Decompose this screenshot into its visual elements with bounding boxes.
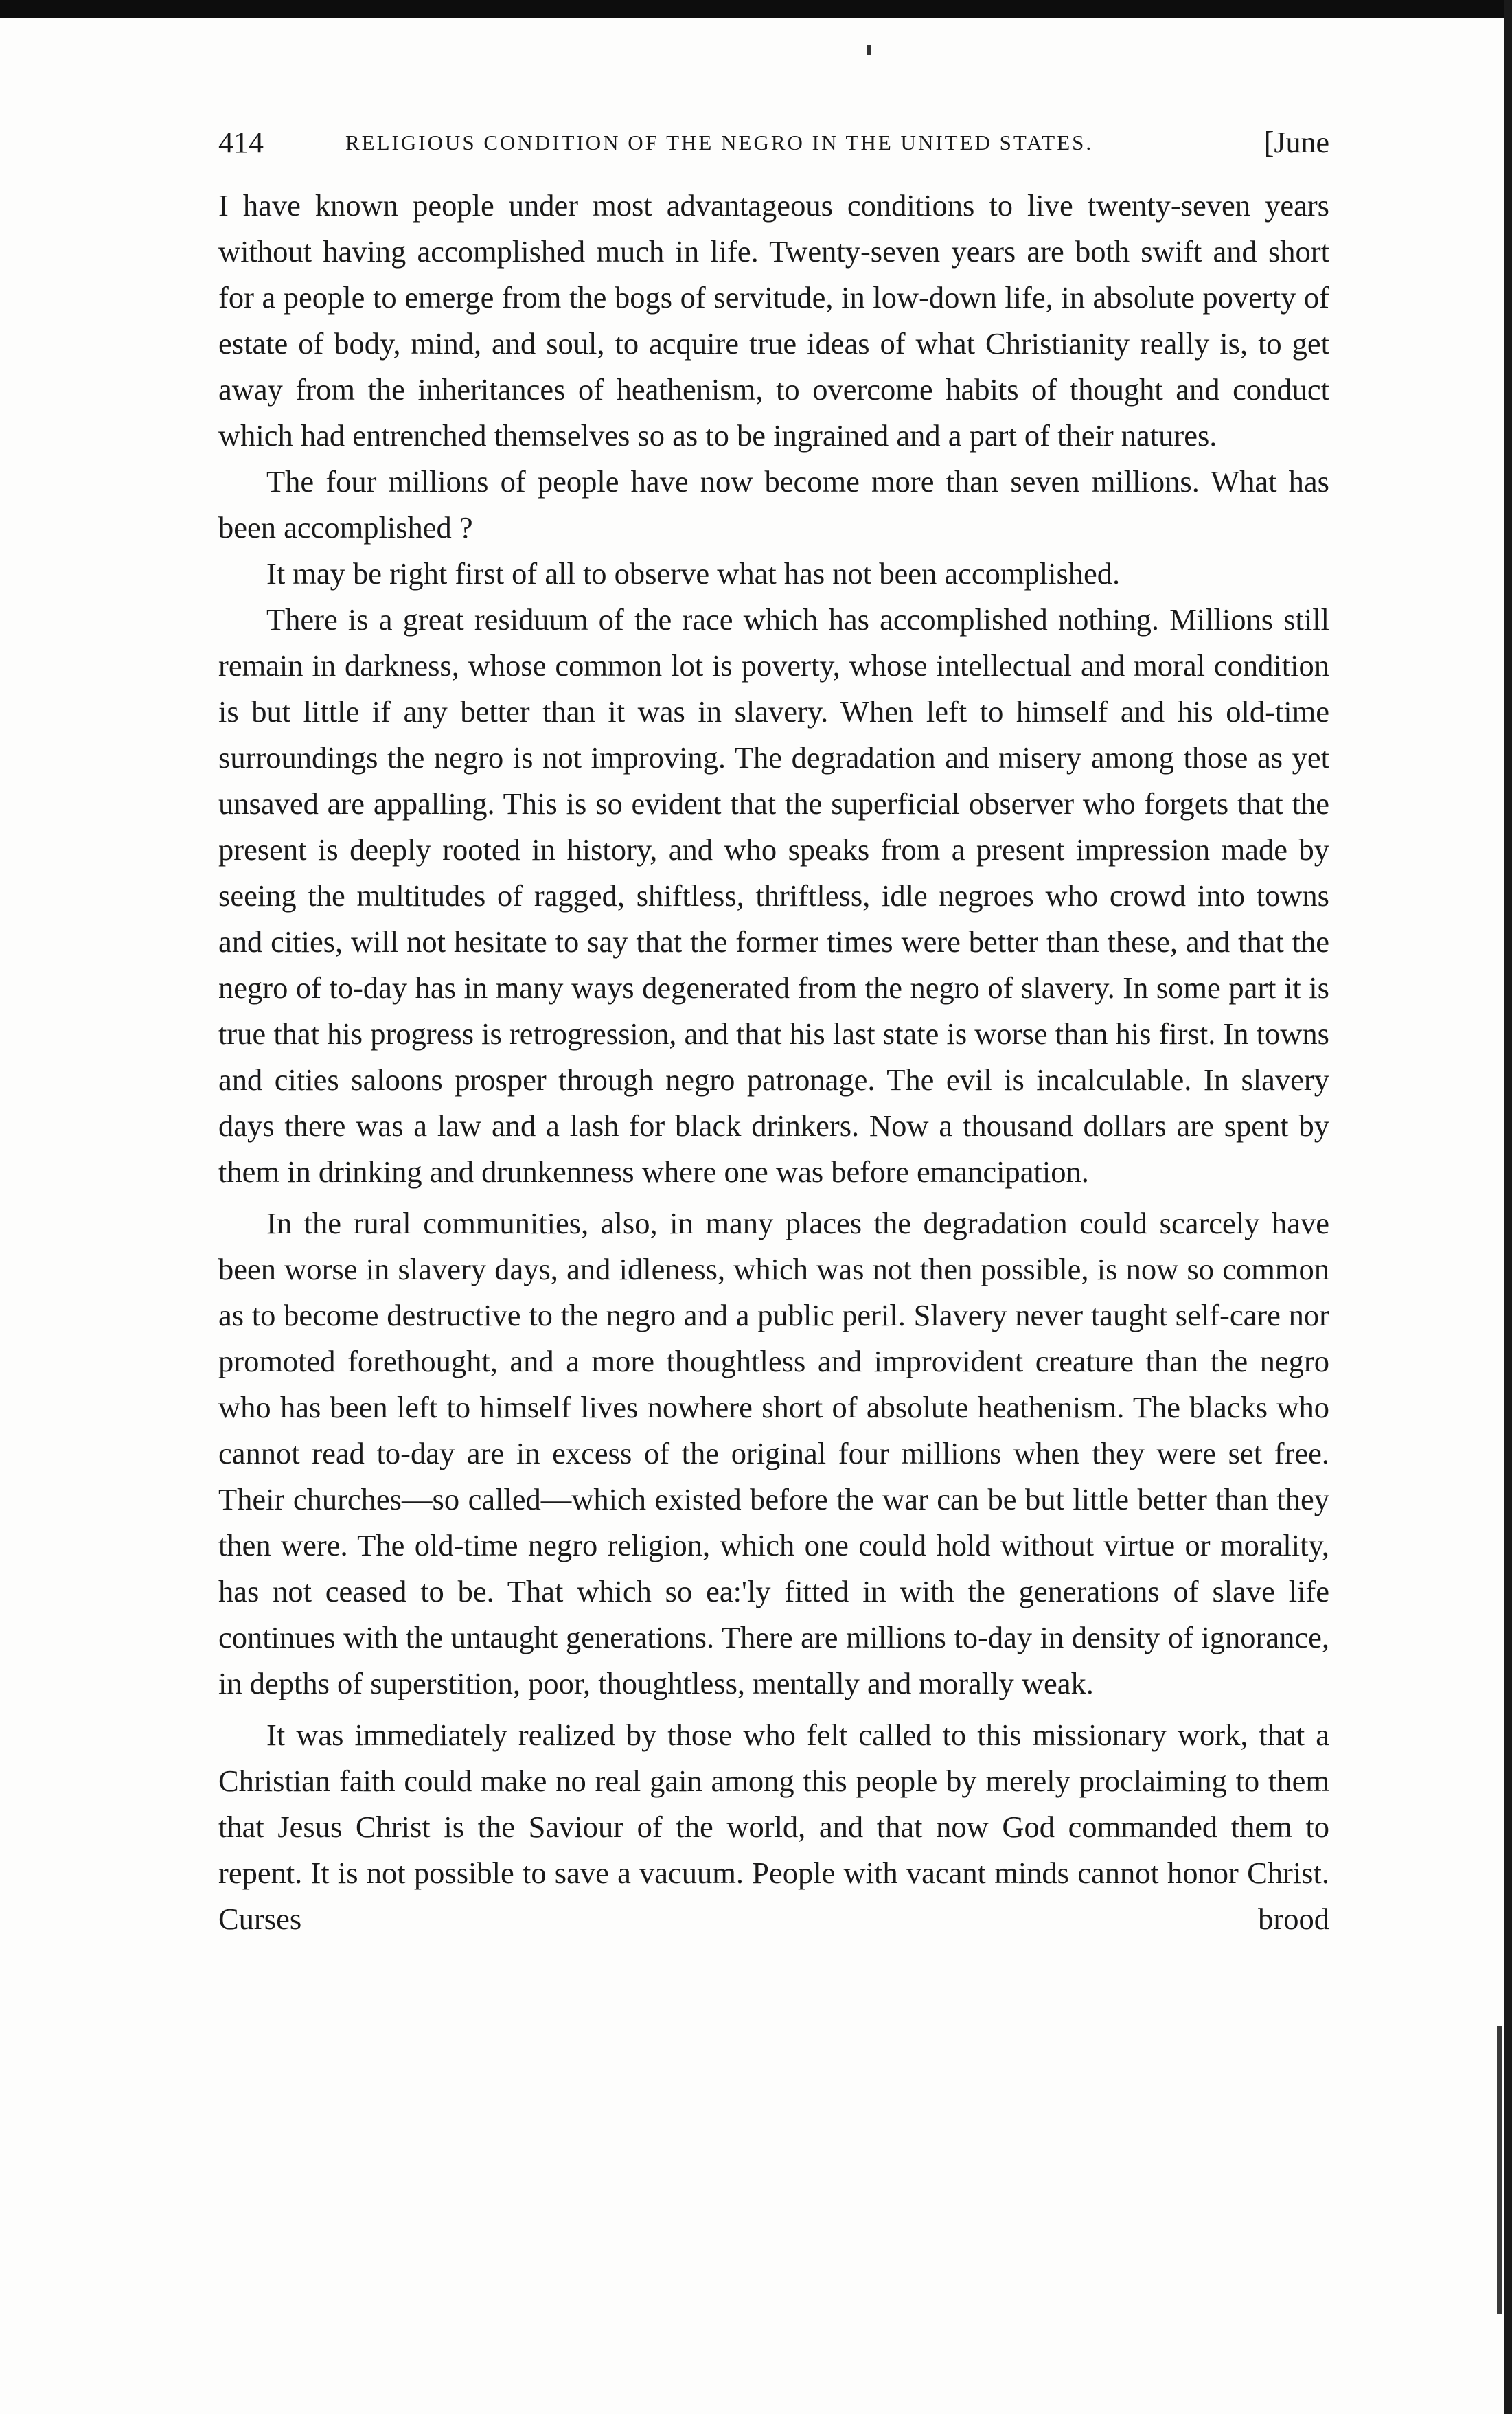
- body-text: [218, 183, 1329, 1942]
- paragraph-2: The four millions of people have now become more than seven millions. What has been accomplished ?: [218, 464, 1329, 545]
- running-header: [218, 122, 1329, 163]
- paragraph-4: There is a great residuum of the race which has accomplished nothing. Millions still remain in darkness, whose common lot is poverty, whose intellectual and moral condition is but little if any better than it was in slavery. When left to himself and his old-time surroundings the negro is not improving. The degradation and misery among those as yet unsaved are appalling. This is so evident that the superficial observer who forgets that the present is deeply rooted in history, and who speaks from a present impression made by seeing the multitudes of ragged, shiftless, thriftless, idle negroes who crowd into towns and cities, will not hesitate to say that the former times were better than these, and that the negro of to-day has in many ways degenerated from the negro of slavery. In some part it is true that his progress is retrogression, and that his last state is worse than his first. In towns and cities saloons prosper through negro patronage. The evil is incalculable. In slavery days there was a law and a lash for black drinkers. Now a thousand dollars are spent by them in drinking and drunkenness where one was before emancipation.: [218, 602, 1329, 1189]
- paragraph-6: It was immediately realized by those who felt called to this missionary work, that a Christian faith could make no real gain among this people by merely proclaiming to them that Jesus Christ is the Saviour of the world, and that now God commanded them to repent. It is not possible to save a vacuum. People with vacant minds cannot honor Christ. Curses brood: [218, 1718, 1329, 1936]
- running-title: RELIGIOUS CONDITION OF THE NEGRO IN THE UNITED STATES.: [345, 130, 1094, 155]
- paragraph-3: It may be right first of all to observe what has not been accomplished.: [266, 556, 1121, 591]
- scan-margin-mark: [1497, 2026, 1502, 2314]
- scan-right-border: [1504, 0, 1512, 2414]
- paragraph-5: In the rural communities, also, in many places the degradation could scarcely have been worse in slavery days, and idleness, which was not then possible, is now so common as to become destructive to the negro and a public peril. Slavery never taught self-care nor promoted forethought, and a more thoughtless and improvident creature than the negro who has been left to himself lives nowhere short of absolute heathenism. The blacks who cannot read to-day are in excess of the original four millions when they were set free. Their churches—so called—which existed before the war can be but little better than they then were. The old-time negro religion, which one could hold without virtue or morality, has not ceased to be. That which so ea:'ly fitted in with the generations of slave life continues with the untaught generations. There are millions to-day in density of ignorance, in depths of superstition, poor, thoughtless, mentally and morally weak.: [218, 1206, 1329, 1700]
- page-number: 414: [218, 126, 264, 159]
- header-month: [June: [1263, 126, 1329, 159]
- scan-top-border: [0, 0, 1512, 18]
- scan-speck: [867, 45, 871, 55]
- paragraph-1: I have known people under most advantageous conditions to live twenty-seven years without having accomplished much in life. Twenty-seven years are both swift and short for a people to emerge from the bogs of servitude, in low-down life, in absolute poverty of estate of body, mind, and soul, to acquire true ideas of what Christianity really is, to get away from the inheritances of heathenism, to overcome habits of thought and conduct which had entrenched themselves so as to be ingrained and a part of their natures.: [218, 188, 1329, 453]
